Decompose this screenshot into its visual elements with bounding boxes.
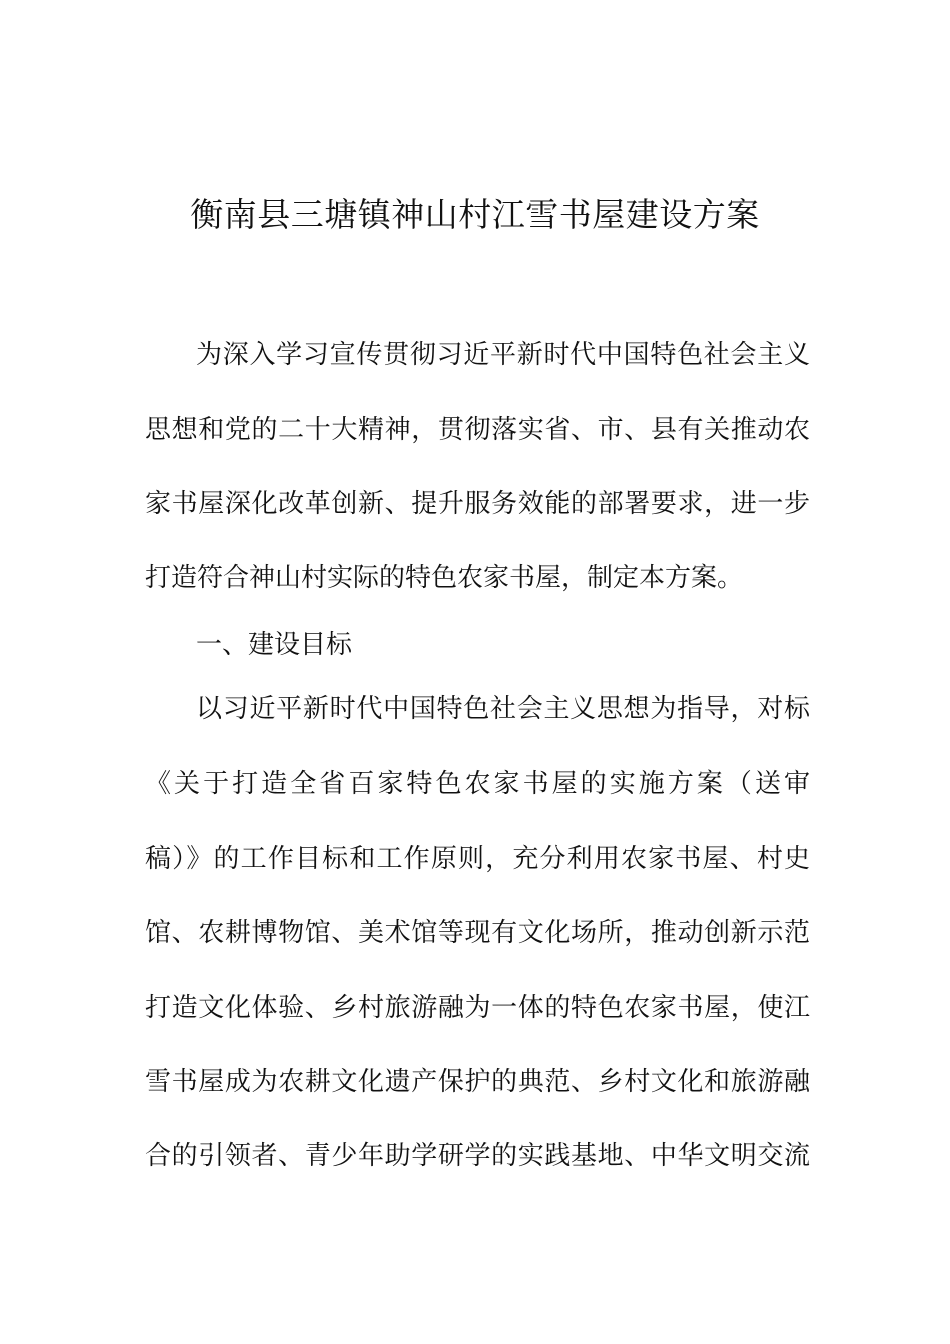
- section-heading: 一、建设目标: [196, 630, 353, 660]
- paragraph-line: 家书屋深化改革创新、提升服务效能的部署要求，进一步: [145, 489, 810, 519]
- paragraph-line: 打造文化体验、乡村旅游融为一体的特色农家书屋，使江: [145, 993, 810, 1023]
- paragraph-line: 合的引领者、青少年助学研学的实践基地、中华文明交流: [145, 1141, 810, 1171]
- paragraph-line: 为深入学习宣传贯彻习近平新时代中国特色社会主义: [196, 340, 810, 370]
- paragraph-line: 稿）》的工作目标和工作原则，充分利用农家书屋、村史: [145, 844, 810, 874]
- paragraph-line: 思想和党的二十大精神，贯彻落实省、市、县有关推动农: [145, 415, 810, 445]
- document-title: 衡南县三塘镇神山村江雪书屋建设方案: [190, 195, 760, 234]
- paragraph-line: 雪书屋成为农耕文化遗产保护的典范、乡村文化和旅游融: [145, 1067, 810, 1097]
- paragraph-line: 以习近平新时代中国特色社会主义思想为指导，对标: [196, 694, 810, 724]
- paragraph-line: 馆、农耕博物馆、美术馆等现有文化场所，推动创新示范: [145, 918, 810, 948]
- paragraph-line: 《关于打造全省百家特色农家书屋的实施方案（送审: [145, 769, 810, 799]
- paragraph-line: 打造符合神山村实际的特色农家书屋，制定本方案。: [145, 563, 744, 593]
